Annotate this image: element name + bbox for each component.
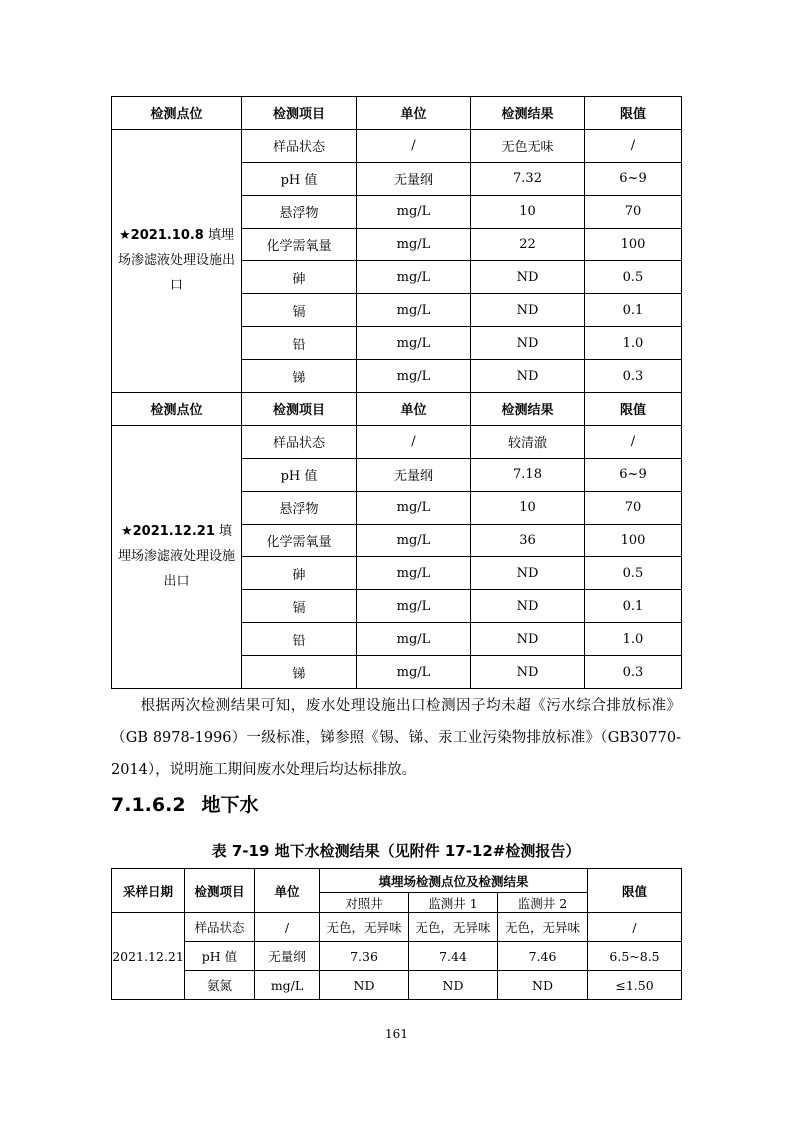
cell-limit: 1.0 <box>585 623 682 656</box>
cell-limit: 0.5 <box>585 261 682 294</box>
header-date: 采样日期 <box>112 869 185 913</box>
conclusion-text: 根据两次检测结果可知，废水处理设施出口检测因子均未超《污水综合排放标准》（GB 8978-1996）一级标准，锑参照《锡、锑、汞工业污染物排放标准》（GB30770-2014），说明施工期间废水处理后均达标排放。 <box>111 698 681 778</box>
header-limit: 限值 <box>588 869 682 913</box>
cell-limit: 0.3 <box>585 360 682 393</box>
cell-unit: mg/L <box>255 971 320 1000</box>
cell-item: 样品状态 <box>242 129 357 162</box>
cell-value: 无色，无异味 <box>498 913 588 942</box>
header-item: 检测项目 <box>185 869 255 913</box>
cell-limit: 0.3 <box>585 656 682 689</box>
cell-value: ND <box>320 971 409 1000</box>
cell-limit: 6.5~8.5 <box>588 942 682 971</box>
cell-item: 氨氮 <box>185 971 255 1000</box>
sampling-location: 填埋场渗滤液处理设施出口 <box>117 524 235 590</box>
table-row <box>112 129 682 162</box>
cell-unit: mg/L <box>357 228 471 261</box>
cell-result: 10 <box>471 491 585 524</box>
table-row <box>112 425 682 458</box>
cell-item: 样品状态 <box>242 425 357 458</box>
cell-unit: mg/L <box>357 294 471 327</box>
header-sub-monitor-well-1: 监测井 1 <box>409 893 498 913</box>
cell-unit: mg/L <box>357 524 471 557</box>
cell-item: 化学需氧量 <box>242 228 357 261</box>
cell-unit: / <box>255 913 320 942</box>
column-header: 检测项目 <box>242 97 357 130</box>
cell-unit: 无量纲 <box>255 942 320 971</box>
cell-value: ND <box>409 971 498 1000</box>
cell-result: 7.18 <box>471 458 585 491</box>
cell-item: 铅 <box>242 623 357 656</box>
cell-item: 锑 <box>242 360 357 393</box>
page-number: 161 <box>385 1027 408 1041</box>
cell-item: 化学需氧量 <box>242 524 357 557</box>
cell-value: 7.44 <box>409 942 498 971</box>
cell-result: 7.32 <box>471 162 585 195</box>
cell-unit: mg/L <box>357 195 471 228</box>
header-group: 填埋场检测点位及检测结果 <box>320 869 588 893</box>
cell-item: 样品状态 <box>185 913 255 942</box>
section-number: 7.1.6.2 <box>111 794 186 816</box>
cell-limit: / <box>585 425 682 458</box>
table-row <box>112 913 682 942</box>
cell-unit: mg/L <box>357 261 471 294</box>
cell-unit: mg/L <box>357 491 471 524</box>
cell-result: 无色无味 <box>471 129 585 162</box>
wastewater-results-table <box>111 96 682 689</box>
header-unit: 单位 <box>255 869 320 913</box>
cell-limit: 70 <box>585 491 682 524</box>
sampling-point-cell <box>112 425 242 688</box>
cell-result: 36 <box>471 524 585 557</box>
cell-limit: 100 <box>585 228 682 261</box>
cell-unit: 无量纲 <box>357 162 471 195</box>
cell-unit: mg/L <box>357 590 471 623</box>
cell-item: 铅 <box>242 327 357 360</box>
column-header: 检测结果 <box>471 97 585 130</box>
table-row <box>112 942 682 971</box>
groundwater-results-table <box>111 868 682 1000</box>
column-header: 单位 <box>357 393 471 426</box>
sampling-date: ★2021.12.21 <box>120 524 215 540</box>
cell-limit: ≤1.50 <box>588 971 682 1000</box>
cell-limit: 6~9 <box>585 458 682 491</box>
cell-result: ND <box>471 557 585 590</box>
cell-unit: mg/L <box>357 557 471 590</box>
column-header: 单位 <box>357 97 471 130</box>
cell-unit: mg/L <box>357 327 471 360</box>
cell-item: 悬浮物 <box>242 195 357 228</box>
cell-limit: / <box>585 129 682 162</box>
cell-limit: 0.1 <box>585 294 682 327</box>
cell-limit: 100 <box>585 524 682 557</box>
header-sub-monitor-well-2: 监测井 2 <box>498 893 588 913</box>
cell-limit: 0.5 <box>585 557 682 590</box>
cell-item: 锑 <box>242 656 357 689</box>
cell-limit: / <box>588 913 682 942</box>
cell-limit: 0.1 <box>585 590 682 623</box>
cell-limit: 1.0 <box>585 327 682 360</box>
cell-value: 7.36 <box>320 942 409 971</box>
table-row <box>112 971 682 1000</box>
conclusion-paragraph <box>111 690 681 786</box>
cell-item: 镉 <box>242 294 357 327</box>
cell-item: 砷 <box>242 261 357 294</box>
column-header: 检测项目 <box>242 393 357 426</box>
cell-unit: 无量纲 <box>357 458 471 491</box>
cell-result: 22 <box>471 228 585 261</box>
column-header: 检测点位 <box>112 393 242 426</box>
column-header: 检测结果 <box>471 393 585 426</box>
section-title: 地下水 <box>201 794 259 816</box>
cell-result: ND <box>471 327 585 360</box>
cell-limit: 6~9 <box>585 162 682 195</box>
cell-item: 砷 <box>242 557 357 590</box>
cell-value: 7.46 <box>498 942 588 971</box>
cell-result: ND <box>471 294 585 327</box>
cell-value: 无色，无异味 <box>320 913 409 942</box>
cell-item: 镉 <box>242 590 357 623</box>
table-caption: 表 7-19 地下水检测结果（见附件 17-12#检测报告） <box>211 842 581 860</box>
sampling-point-cell <box>112 129 242 392</box>
cell-result: ND <box>471 360 585 393</box>
cell-limit: 70 <box>585 195 682 228</box>
sampling-location: 填埋场渗滤液处理设施出口 <box>117 228 235 294</box>
column-header: 限值 <box>585 393 682 426</box>
cell-value: ND <box>498 971 588 1000</box>
cell-result: ND <box>471 261 585 294</box>
cell-unit: / <box>357 425 471 458</box>
header-row <box>112 97 682 130</box>
cell-unit: mg/L <box>357 656 471 689</box>
cell-date: 2021.12.21 <box>112 913 185 1000</box>
cell-item: 悬浮物 <box>242 491 357 524</box>
cell-item: pH 值 <box>242 162 357 195</box>
cell-unit: / <box>357 129 471 162</box>
column-header: 限值 <box>585 97 682 130</box>
cell-unit: mg/L <box>357 360 471 393</box>
column-header: 检测点位 <box>112 97 242 130</box>
cell-result: 较清澈 <box>471 425 585 458</box>
cell-result: ND <box>471 623 585 656</box>
cell-item: pH 值 <box>185 942 255 971</box>
section-heading <box>111 790 259 817</box>
cell-result: ND <box>471 656 585 689</box>
cell-result: ND <box>471 590 585 623</box>
cell-unit: mg/L <box>357 623 471 656</box>
cell-item: pH 值 <box>242 458 357 491</box>
header-row <box>112 393 682 426</box>
cell-result: 10 <box>471 195 585 228</box>
header-sub-control-well: 对照井 <box>320 893 409 913</box>
sampling-date: ★2021.10.8 <box>119 228 204 244</box>
cell-value: 无色，无异味 <box>409 913 498 942</box>
